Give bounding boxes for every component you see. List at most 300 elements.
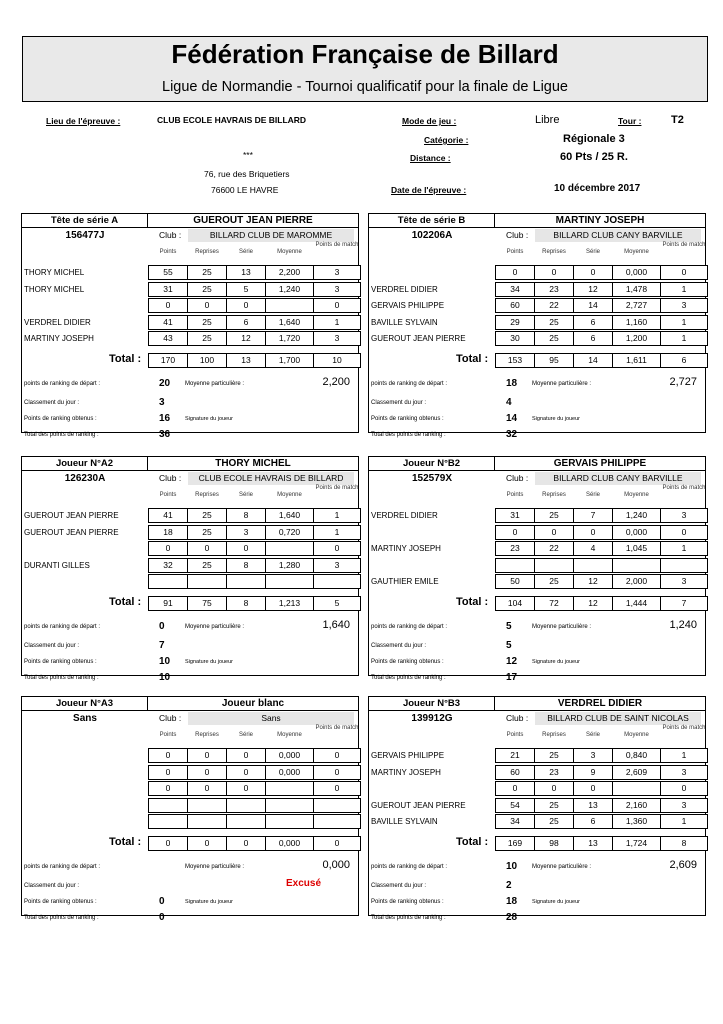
col-header-serie: Série	[585, 492, 600, 498]
match-cell-serie	[226, 574, 266, 589]
col-header-serie: Série	[585, 249, 600, 255]
ranking-depart-label: points de ranking de départ :	[371, 864, 448, 870]
match-cell-moyenne	[612, 558, 661, 573]
total-cell-points: 91	[148, 596, 188, 611]
match-cell-points: 31	[495, 508, 535, 523]
moyenne-part-value: 2,727	[669, 376, 697, 388]
match-cell-reprises: 25	[187, 331, 227, 346]
signature-label: Signature du joueur	[532, 659, 581, 665]
panel-joueur-a3	[21, 696, 359, 923]
total-cell-reprises: 95	[534, 353, 574, 368]
col-header-moyenne: Moyenne	[277, 732, 302, 738]
player-role: Joueur N°B2	[369, 457, 495, 471]
lieu-value: CLUB ECOLE HAVRAIS DE BILLARD	[157, 115, 307, 125]
col-header-points_match: Points de match	[315, 725, 359, 731]
col-header-points_match: Points de match	[662, 485, 706, 491]
date-label: Date de l'épreuve :	[391, 185, 467, 195]
match-cell-moyenne: 1,280	[265, 558, 314, 573]
club-name: BILLARD CLUB CANY BARVILLE	[535, 472, 701, 485]
player-name: Joueur blanc	[148, 697, 358, 711]
match-cell-points: 43	[148, 331, 188, 346]
signature-label: Signature du joueur	[185, 416, 234, 422]
total-ranking-label: Total des points de ranking :	[24, 915, 99, 921]
total-label: Total :	[109, 596, 142, 608]
match-cell-moyenne: 2,160	[612, 798, 661, 813]
match-cell-points_match: 1	[313, 525, 361, 540]
match-cell-points_match: 1	[660, 282, 708, 297]
total-cell-reprises: 75	[187, 596, 227, 611]
total-cell-points_match: 0	[313, 836, 361, 851]
total-cell-points_match: 5	[313, 596, 361, 611]
match-cell-serie: 0	[226, 748, 266, 763]
match-cell-points_match: 0	[660, 265, 708, 280]
match-cell-moyenne: 1,240	[612, 508, 661, 523]
player-name: GERVAIS PHILIPPE	[495, 457, 705, 471]
club-label: Club :	[159, 713, 182, 723]
match-cell-points: 60	[495, 765, 535, 780]
match-cell-points_match: 1	[660, 315, 708, 330]
ranking-depart-value: 10	[506, 861, 518, 872]
total-label: Total :	[456, 353, 489, 365]
total-cell-points_match: 6	[660, 353, 708, 368]
match-cell-points_match: 1	[660, 541, 708, 556]
match-cell-reprises: 0	[187, 298, 227, 313]
match-cell-reprises: 23	[534, 765, 574, 780]
col-header-moyenne: Moyenne	[277, 249, 302, 255]
match-cell-points_match: 3	[660, 798, 708, 813]
classement-label: Classement du jour :	[371, 400, 427, 406]
opponent-name: GUEROUT JEAN PIERRE	[24, 528, 119, 537]
ranking-obtenus-value: 10	[159, 656, 171, 667]
match-cell-moyenne: 1,640	[265, 315, 314, 330]
classement-value: 2	[506, 880, 512, 891]
categorie-label: Catégorie :	[424, 135, 469, 145]
match-cell-points: 34	[495, 282, 535, 297]
match-cell-reprises: 25	[534, 574, 574, 589]
col-header-points: Points	[506, 732, 524, 738]
panel-joueur-b3	[368, 696, 706, 923]
ranking-depart-label: points de ranking de départ :	[24, 624, 101, 630]
club-label: Club :	[506, 473, 529, 483]
ranking-depart-value: 0	[159, 621, 165, 632]
col-header-reprises: Reprises	[195, 492, 219, 498]
match-cell-points_match	[313, 798, 361, 813]
match-cell-points_match: 0	[660, 525, 708, 540]
match-cell-moyenne	[265, 814, 314, 829]
club-name: CLUB ECOLE HAVRAIS DE BILLARD	[188, 472, 354, 485]
match-cell-points_match: 1	[660, 814, 708, 829]
classement-label: Classement du jour :	[371, 883, 427, 889]
opponent-name: BAVILLE SYLVAIN	[371, 318, 438, 327]
match-cell-points: 50	[495, 574, 535, 589]
match-cell-serie: 6	[573, 315, 613, 330]
match-cell-points_match: 3	[313, 331, 361, 346]
club-label: Club :	[159, 473, 182, 483]
moyenne-part-label: Moyenne particulière :	[185, 381, 245, 387]
match-cell-moyenne: 1,045	[612, 541, 661, 556]
match-cell-serie: 13	[226, 265, 266, 280]
club-label: Club :	[506, 713, 529, 723]
match-cell-points_match	[313, 574, 361, 589]
distance-label: Distance :	[410, 153, 451, 163]
total-cell-points: 169	[495, 836, 535, 851]
match-cell-reprises: 25	[534, 748, 574, 763]
signature-label: Signature du joueur	[532, 416, 581, 422]
total-ranking-value: 32	[506, 429, 518, 440]
match-cell-points_match: 0	[313, 298, 361, 313]
opponent-name: MARTINY JOSEPH	[24, 334, 94, 343]
match-cell-reprises: 0	[534, 781, 574, 796]
club-label: Club :	[506, 230, 529, 240]
match-cell-moyenne: 2,000	[612, 574, 661, 589]
match-cell-reprises	[187, 814, 227, 829]
player-role: Joueur N°B3	[369, 697, 495, 711]
match-cell-points	[148, 798, 188, 813]
panel-tete-serie-b	[368, 213, 706, 440]
col-header-moyenne: Moyenne	[624, 249, 649, 255]
match-cell-points: 0	[148, 765, 188, 780]
match-cell-reprises	[187, 574, 227, 589]
col-header-moyenne: Moyenne	[624, 732, 649, 738]
col-header-points_match: Points de match	[315, 485, 359, 491]
page-title: Fédération Française de Billard	[171, 39, 559, 69]
match-cell-serie: 0	[226, 298, 266, 313]
match-cell-serie	[226, 814, 266, 829]
classement-label: Classement du jour :	[371, 643, 427, 649]
moyenne-part-value: 2,609	[669, 859, 697, 871]
match-cell-serie: 3	[573, 748, 613, 763]
player-role: Joueur N°A3	[22, 697, 148, 711]
ranking-depart-value: 5	[506, 621, 512, 632]
player-license: 126230A	[64, 473, 106, 484]
match-cell-serie: 6	[226, 315, 266, 330]
moyenne-part-value: 2,200	[322, 376, 350, 388]
opponent-name: GUEROUT JEAN PIERRE	[24, 511, 119, 520]
match-cell-reprises: 25	[534, 331, 574, 346]
mode-value: Libre	[535, 114, 560, 126]
col-header-moyenne: Moyenne	[624, 492, 649, 498]
match-cell-moyenne	[265, 798, 314, 813]
match-cell-points_match	[313, 814, 361, 829]
total-cell-reprises: 72	[534, 596, 574, 611]
total-cell-moyenne: 1,700	[265, 353, 314, 368]
total-cell-reprises: 100	[187, 353, 227, 368]
match-cell-points_match: 0	[313, 748, 361, 763]
match-cell-reprises: 22	[534, 298, 574, 313]
match-cell-reprises: 25	[187, 265, 227, 280]
ranking-obtenus-label: Points de ranking obtenus :	[24, 899, 97, 905]
moyenne-part-label: Moyenne particulière :	[532, 864, 592, 870]
player-license: 102206A	[411, 230, 453, 241]
total-cell-moyenne: 1,444	[612, 596, 661, 611]
match-cell-serie: 0	[573, 781, 613, 796]
match-cell-reprises: 25	[534, 508, 574, 523]
col-header-points: Points	[159, 492, 177, 498]
match-cell-serie: 13	[573, 798, 613, 813]
match-cell-reprises: 0	[187, 541, 227, 556]
player-name: GUEROUT JEAN PIERRE	[148, 214, 358, 228]
col-header-serie: Série	[238, 249, 253, 255]
total-label: Total :	[109, 836, 142, 848]
player-name: THORY MICHEL	[148, 457, 358, 471]
opponent-name: THORY MICHEL	[24, 268, 85, 277]
opponent-name: THORY MICHEL	[24, 285, 85, 294]
lieu-stars: ***	[243, 150, 253, 160]
match-cell-moyenne: 2,200	[265, 265, 314, 280]
total-cell-reprises: 98	[534, 836, 574, 851]
total-label: Total :	[109, 353, 142, 365]
match-cell-serie: 7	[573, 508, 613, 523]
club-name: BILLARD CLUB DE MAROMME	[188, 229, 354, 242]
match-cell-serie: 14	[573, 298, 613, 313]
total-cell-reprises: 0	[187, 836, 227, 851]
match-cell-serie	[573, 558, 613, 573]
match-cell-moyenne: 0,720	[265, 525, 314, 540]
ranking-obtenus-label: Points de ranking obtenus :	[24, 416, 97, 422]
match-cell-moyenne	[265, 298, 314, 313]
distance-value: 60 Pts / 25 R.	[560, 151, 628, 163]
match-cell-serie: 8	[226, 558, 266, 573]
match-cell-reprises	[534, 558, 574, 573]
total-cell-serie: 0	[226, 836, 266, 851]
match-cell-points_match: 3	[660, 765, 708, 780]
total-ranking-value: 0	[159, 912, 165, 923]
opponent-name: BAVILLE SYLVAIN	[371, 817, 438, 826]
moyenne-part-value: 1,640	[322, 619, 350, 631]
total-ranking-label: Total des points de ranking :	[371, 675, 446, 681]
match-cell-serie: 12	[573, 282, 613, 297]
match-cell-points: 23	[495, 541, 535, 556]
match-cell-points: 0	[495, 525, 535, 540]
moyenne-part-value: 0,000	[322, 859, 350, 871]
match-cell-serie: 8	[226, 508, 266, 523]
classement-value: 3	[159, 397, 165, 408]
ranking-obtenus-value: 14	[506, 413, 518, 424]
total-cell-points_match: 7	[660, 596, 708, 611]
classement-label: Classement du jour :	[24, 400, 80, 406]
excuse-status: Excusé	[286, 878, 322, 889]
total-cell-points: 153	[495, 353, 535, 368]
col-header-reprises: Reprises	[195, 732, 219, 738]
match-cell-points: 60	[495, 298, 535, 313]
match-cell-points: 41	[148, 508, 188, 523]
col-header-reprises: Reprises	[542, 249, 566, 255]
col-header-points: Points	[159, 249, 177, 255]
total-ranking-label: Total des points de ranking :	[371, 432, 446, 438]
total-cell-points: 0	[148, 836, 188, 851]
match-cell-serie: 6	[573, 331, 613, 346]
total-cell-serie: 8	[226, 596, 266, 611]
match-cell-points: 41	[148, 315, 188, 330]
total-cell-points: 104	[495, 596, 535, 611]
match-cell-moyenne: 0,000	[612, 265, 661, 280]
col-header-moyenne: Moyenne	[277, 492, 302, 498]
player-role: Joueur N°A2	[22, 457, 148, 471]
club-name: BILLARD CLUB CANY BARVILLE	[535, 229, 701, 242]
player-license: 152579X	[411, 473, 453, 484]
match-cell-points: 32	[148, 558, 188, 573]
ranking-obtenus-label: Points de ranking obtenus :	[371, 659, 444, 665]
col-header-serie: Série	[585, 732, 600, 738]
match-cell-moyenne: 2,727	[612, 298, 661, 313]
match-cell-points_match: 0	[313, 765, 361, 780]
opponent-name: GUEROUT JEAN PIERRE	[371, 801, 466, 810]
match-cell-points_match: 3	[660, 574, 708, 589]
ranking-obtenus-value: 16	[159, 413, 171, 424]
col-header-points: Points	[506, 249, 524, 255]
match-cell-moyenne: 2,609	[612, 765, 661, 780]
player-name: VERDREL DIDIER	[495, 697, 705, 711]
panel-joueur-a2	[21, 456, 359, 683]
match-cell-moyenne	[265, 781, 314, 796]
classement-label: Classement du jour :	[24, 643, 80, 649]
ranking-depart-value: 20	[159, 378, 171, 389]
match-cell-serie: 6	[573, 814, 613, 829]
total-ranking-value: 36	[159, 429, 171, 440]
signature-label: Signature du joueur	[185, 899, 234, 905]
match-cell-moyenne: 1,160	[612, 315, 661, 330]
match-cell-moyenne: 0,000	[265, 748, 314, 763]
match-cell-reprises: 25	[187, 282, 227, 297]
match-cell-points	[495, 558, 535, 573]
match-cell-reprises: 0	[187, 765, 227, 780]
club-name: BILLARD CLUB DE SAINT NICOLAS	[535, 712, 701, 725]
mode-label: Mode de jeu :	[402, 116, 457, 126]
address-line-2: 76600 LE HAVRE	[211, 185, 279, 195]
match-cell-points: 30	[495, 331, 535, 346]
ranking-obtenus-value: 12	[506, 656, 518, 667]
tour-label: Tour :	[618, 116, 642, 126]
match-cell-reprises: 25	[187, 558, 227, 573]
total-cell-moyenne: 1,724	[612, 836, 661, 851]
opponent-name: MARTINY JOSEPH	[371, 768, 441, 777]
total-cell-points: 170	[148, 353, 188, 368]
match-cell-reprises	[187, 798, 227, 813]
total-cell-serie: 13	[226, 353, 266, 368]
match-cell-points_match: 0	[660, 781, 708, 796]
match-cell-moyenne: 1,360	[612, 814, 661, 829]
panel-tete-serie-a	[21, 213, 359, 440]
col-header-points: Points	[159, 732, 177, 738]
match-cell-moyenne: 1,240	[265, 282, 314, 297]
match-cell-serie: 3	[226, 525, 266, 540]
match-cell-points: 55	[148, 265, 188, 280]
match-cell-serie: 5	[226, 282, 266, 297]
player-role: Tête de série A	[22, 214, 148, 228]
match-cell-serie: 0	[226, 765, 266, 780]
ranking-depart-label: points de ranking de départ :	[371, 624, 448, 630]
classement-value: 5	[506, 640, 512, 651]
match-cell-points: 0	[495, 781, 535, 796]
match-cell-points: 18	[148, 525, 188, 540]
match-cell-reprises: 25	[187, 525, 227, 540]
match-cell-moyenne: 1,200	[612, 331, 661, 346]
match-cell-points_match: 1	[313, 508, 361, 523]
total-ranking-label: Total des points de ranking :	[371, 915, 446, 921]
match-cell-points: 0	[148, 298, 188, 313]
ranking-depart-label: points de ranking de départ :	[24, 381, 101, 387]
match-cell-points_match: 0	[313, 541, 361, 556]
total-ranking-value: 10	[159, 672, 171, 683]
match-cell-points: 0	[495, 265, 535, 280]
match-cell-serie: 4	[573, 541, 613, 556]
col-header-points_match: Points de match	[662, 725, 706, 731]
player-license: 139912G	[411, 713, 453, 724]
match-cell-moyenne	[265, 574, 314, 589]
tour-value: T2	[671, 114, 684, 126]
match-cell-serie: 0	[226, 781, 266, 796]
moyenne-part-label: Moyenne particulière :	[185, 624, 245, 630]
col-header-serie: Série	[238, 732, 253, 738]
match-cell-points: 54	[495, 798, 535, 813]
categorie-value: Régionale 3	[563, 133, 625, 145]
match-cell-reprises: 25	[534, 315, 574, 330]
total-ranking-label: Total des points de ranking :	[24, 432, 99, 438]
federation-header	[22, 36, 708, 102]
match-cell-reprises: 25	[187, 508, 227, 523]
total-cell-serie: 13	[573, 836, 613, 851]
match-cell-moyenne: 1,720	[265, 331, 314, 346]
match-cell-serie: 12	[573, 574, 613, 589]
total-label: Total :	[456, 836, 489, 848]
match-cell-points_match: 0	[313, 781, 361, 796]
moyenne-part-label: Moyenne particulière :	[532, 624, 592, 630]
total-ranking-label: Total des points de ranking :	[24, 675, 99, 681]
panel-joueur-b2	[368, 456, 706, 683]
col-header-points: Points	[506, 492, 524, 498]
ranking-depart-value: 18	[506, 378, 518, 389]
ranking-depart-label: points de ranking de départ :	[371, 381, 448, 387]
match-cell-points_match: 3	[313, 265, 361, 280]
opponent-name: GUEROUT JEAN PIERRE	[371, 334, 466, 343]
opponent-name: VERDREL DIDIER	[371, 285, 438, 294]
col-header-serie: Série	[238, 492, 253, 498]
match-cell-reprises: 0	[187, 781, 227, 796]
ranking-obtenus-value: 0	[159, 896, 165, 907]
moyenne-part-value: 1,240	[669, 619, 697, 631]
col-header-points_match: Points de match	[662, 242, 706, 248]
match-cell-points_match: 1	[313, 315, 361, 330]
match-cell-points_match: 1	[660, 748, 708, 763]
match-cell-moyenne: 0,000	[265, 765, 314, 780]
match-cell-reprises: 22	[534, 541, 574, 556]
match-cell-moyenne: 0,000	[612, 525, 661, 540]
match-cell-points_match	[660, 558, 708, 573]
club-label: Club :	[159, 230, 182, 240]
match-cell-reprises: 25	[534, 798, 574, 813]
match-cell-serie: 0	[573, 525, 613, 540]
total-ranking-value: 17	[506, 672, 518, 683]
match-cell-moyenne: 0,840	[612, 748, 661, 763]
match-cell-points: 0	[148, 541, 188, 556]
match-cell-points_match: 3	[660, 508, 708, 523]
match-cell-serie: 0	[226, 541, 266, 556]
opponent-name: VERDREL DIDIER	[24, 318, 91, 327]
match-cell-points: 0	[148, 781, 188, 796]
opponent-name: GERVAIS PHILIPPE	[371, 751, 445, 760]
match-cell-points	[148, 574, 188, 589]
moyenne-part-label: Moyenne particulière :	[185, 864, 245, 870]
signature-label: Signature du joueur	[532, 899, 581, 905]
total-cell-points_match: 10	[313, 353, 361, 368]
match-cell-points_match: 3	[313, 282, 361, 297]
total-cell-serie: 12	[573, 596, 613, 611]
match-cell-points_match: 1	[660, 331, 708, 346]
total-cell-points_match: 8	[660, 836, 708, 851]
total-label: Total :	[456, 596, 489, 608]
match-cell-moyenne	[265, 541, 314, 556]
match-cell-points_match: 3	[313, 558, 361, 573]
